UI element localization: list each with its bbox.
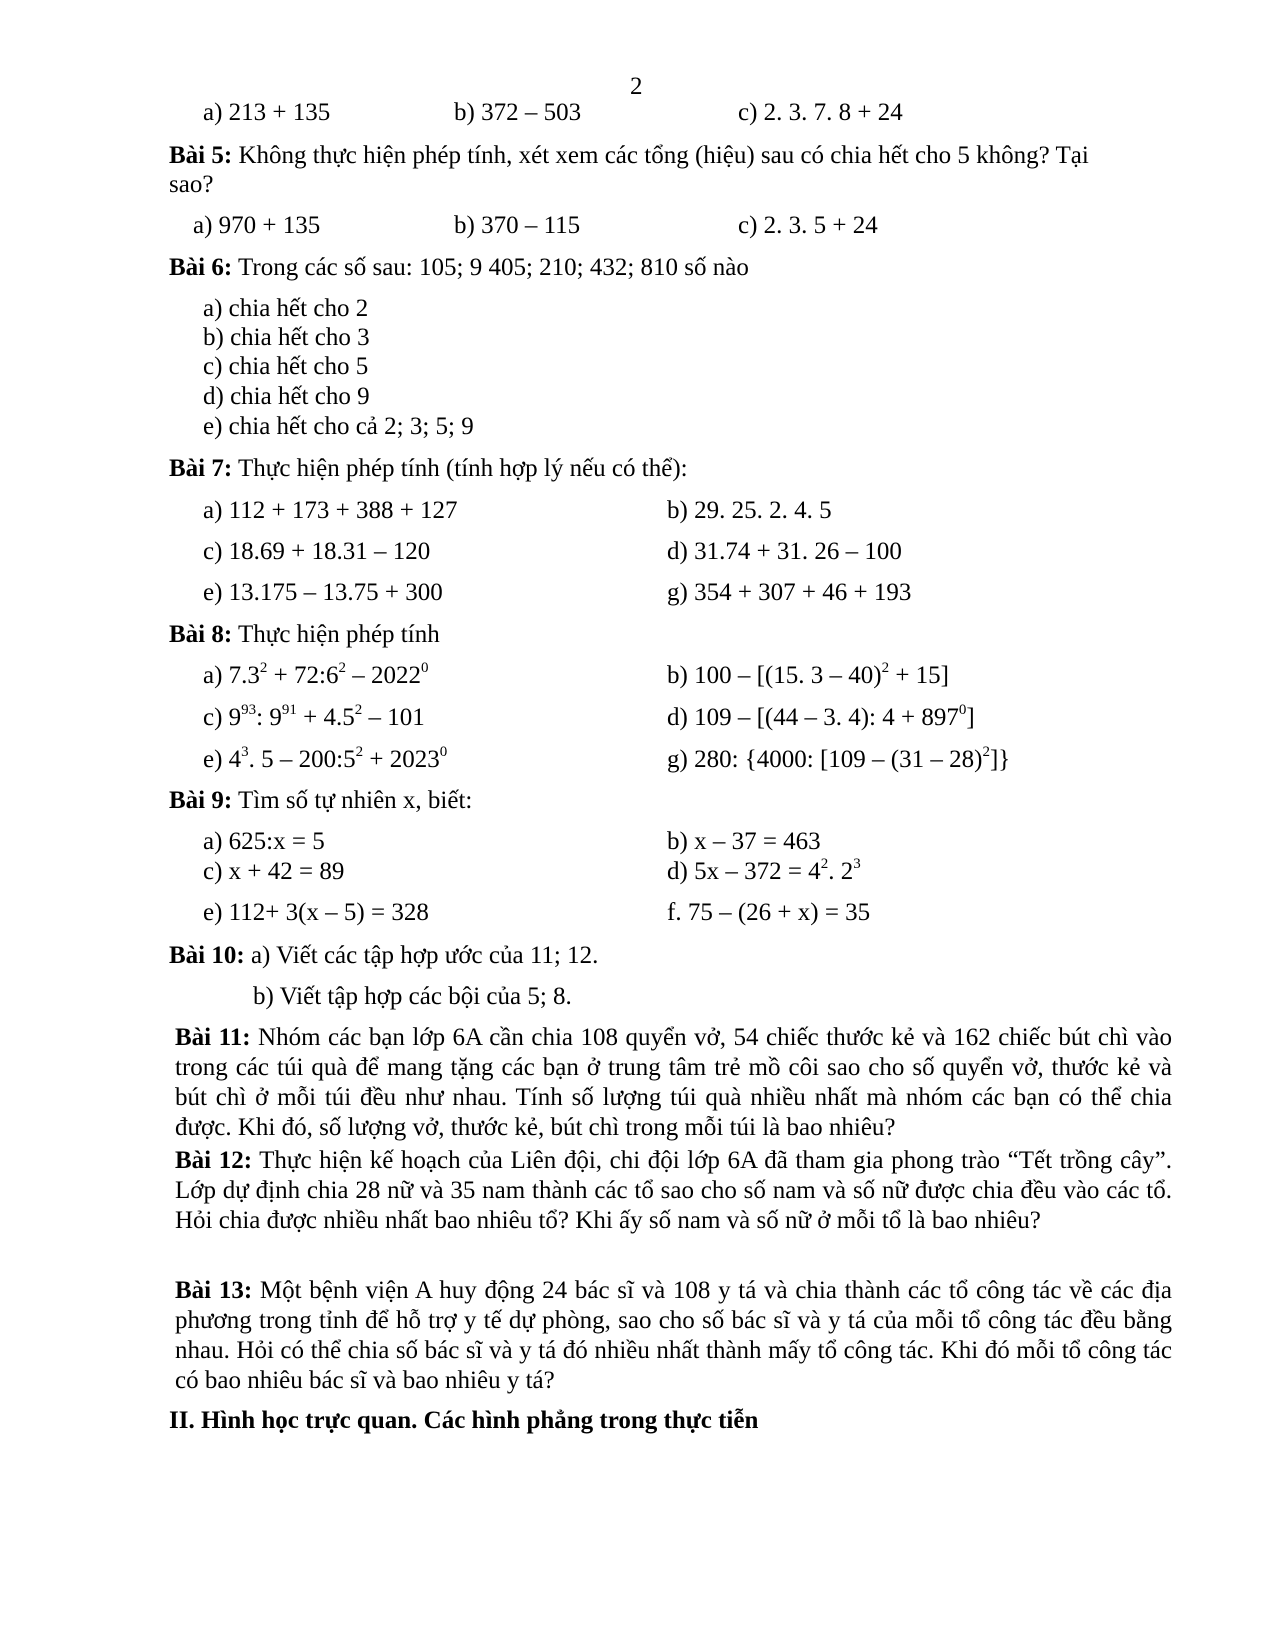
expr-part: ]	[966, 704, 975, 731]
expr-part: – 2022	[345, 662, 421, 689]
expr-part: + 2023	[363, 746, 440, 773]
bai9-text: Tìm số tự nhiên x, biết:	[232, 787, 473, 814]
expr-part: + 15]	[889, 662, 949, 689]
bai6-item-a: a) chia hết cho 2	[203, 295, 369, 322]
exponent: 3	[241, 743, 249, 760]
bai10-text-b: b) Viết tập hợp các bội của 5; 8.	[253, 983, 572, 1010]
bai10-label: Bài 10:	[169, 942, 245, 969]
bai12-text: Thực hiện kế hoạch của Liên đội, chi đội lớp 6A đã tham gia phong trào “Tết trồng cây”. Lớp dự định chia 28 nữ và 35 nam thành các tổ sao cho số nam và số nữ được chia đều vào các tổ. Hỏi chia được nhiều nhất bao nhiêu tổ? Khi ấy số nam và số nữ ở mỗi tổ là bao nhiêu?	[175, 1147, 1172, 1234]
expr-part: d) 5x – 372 = 4	[667, 858, 821, 885]
expr-part: ]}	[989, 746, 1011, 773]
bai8-heading	[169, 620, 440, 650]
expr-part: . 2	[828, 858, 854, 885]
section-title: II. Hình học trực quan. Các hình phẳng trong thực tiễn	[169, 1407, 759, 1434]
exponent: 2	[820, 855, 829, 872]
bai9-heading	[169, 786, 472, 816]
expr-part: b) 100 – [(15. 3 – 40)	[667, 662, 882, 689]
expr-part: : 9	[256, 704, 282, 731]
bai7-item-g: g) 354 + 307 + 46 + 193	[667, 579, 912, 606]
exponent: 93	[241, 701, 257, 718]
expr-part: c) 9	[203, 704, 242, 731]
exponent: 2	[982, 743, 990, 760]
bai7-item-d: d) 31.74 + 31. 26 – 100	[667, 538, 902, 565]
bai11-text: Nhóm các bạn lớp 6A cần chia 108 quyển vở, 54 chiếc thước kẻ và 162 chiếc bút chì vào trong các túi quà để mang tặng các bạn ở trung tâm trẻ mồ côi sao cho số quyển vở, thước kẻ và bút chì ở mỗi túi đều như nhau. Tính số lượng túi quà nhiều nhất mà nhóm các bạn có thể chia được. Khi đó, số lượng vở, thước kẻ, bút chì trong mỗi túi là bao nhiêu?	[175, 1024, 1172, 1141]
bai7-item-a: a) 112 + 173 + 388 + 127	[203, 497, 458, 524]
exponent: 2	[259, 659, 268, 676]
bai5-text-cont: sao?	[169, 171, 214, 198]
bai5-item-c: c) 2. 3. 5 + 24	[738, 212, 878, 239]
exponent: 91	[281, 701, 297, 718]
exponent: 2	[338, 659, 346, 676]
bai5-item-a: a) 970 + 135	[193, 212, 321, 239]
exponent: 2	[355, 743, 364, 760]
bai6-label: Bài 6:	[169, 254, 233, 281]
bai12-label: Bài 12:	[175, 1147, 253, 1174]
bai7-heading	[169, 454, 688, 484]
expr-part: g) 280: {4000: [109 – (31 – 28)	[667, 746, 983, 773]
expr-part: e) 4	[203, 746, 242, 773]
expr-part: – 101	[362, 704, 425, 731]
exponent: 0	[958, 701, 967, 718]
bai8-item-b	[667, 661, 949, 691]
bai8-item-d	[667, 703, 975, 733]
bai8-item-e	[203, 745, 447, 775]
bai9-item-c: c) x + 42 = 89	[203, 858, 345, 885]
bai9-item-a: a) 625:x = 5	[203, 828, 325, 855]
bai4-item-a: a) 213 + 135	[203, 99, 331, 126]
bai11-paragraph	[175, 1023, 1172, 1143]
bai9-item-e: e) 112+ 3(x – 5) = 328	[203, 899, 429, 926]
bai5-label: Bài 5:	[169, 142, 233, 169]
bai6-item-c: c) chia hết cho 5	[203, 353, 369, 380]
bai8-item-g	[667, 745, 1010, 775]
expr-part: + 72:6	[267, 662, 339, 689]
bai13-paragraph	[175, 1276, 1172, 1396]
bai5-item-b: b) 370 – 115	[454, 212, 581, 239]
bai6-item-e: e) chia hết cho cả 2; 3; 5; 9	[203, 413, 474, 440]
bai7-item-e: e) 13.175 – 13.75 + 300	[203, 579, 443, 606]
bai13-text: Một bệnh viện A huy động 24 bác sĩ và 108 y tá và chia thành các tổ công tác về các địa phương trong tỉnh để hỗ trợ y tế dự phòng, sao cho số bác sĩ và y tá của mỗi tổ công tác đều bằng nhau. Hỏi có thể chia số bác sĩ và y tá đó nhiều nhất thành mấy tổ công tác. Khi đó mỗi tổ công tác có bao nhiêu bác sĩ và bao nhiêu y tá?	[175, 1277, 1172, 1394]
bai7-item-c: c) 18.69 + 18.31 – 120	[203, 538, 431, 565]
bai4-item-b: b) 372 – 503	[454, 99, 582, 126]
expr-part: a) 7.3	[203, 662, 260, 689]
exponent: 2	[881, 659, 890, 676]
bai10-text-a: a) Viết các tập hợp ước của 11; 12.	[244, 942, 599, 969]
bai8-label: Bài 8:	[169, 621, 233, 648]
bai11-label: Bài 11:	[175, 1024, 251, 1051]
bai9-item-b: b) x – 37 = 463	[667, 828, 821, 855]
bai4-item-c: c) 2. 3. 7. 8 + 24	[738, 99, 903, 126]
exponent: 0	[420, 659, 429, 676]
bai7-text: Thực hiện phép tính (tính hợp lý nếu có thể):	[232, 455, 688, 482]
bai13-label: Bài 13:	[175, 1277, 253, 1304]
bai5-heading	[169, 141, 1089, 171]
bai5-text: Không thực hiện phép tính, xét xem các tổng (hiệu) sau có chia hết cho 5 không? Tại	[232, 142, 1089, 169]
expr-part: + 4.5	[296, 704, 355, 731]
bai12-paragraph	[175, 1146, 1172, 1236]
exponent: 3	[853, 855, 861, 872]
bai9-item-d	[667, 857, 861, 887]
bai9-item-f: f. 75 – (26 + x) = 35	[667, 899, 871, 926]
bai7-label: Bài 7:	[169, 455, 233, 482]
exponent: 2	[354, 701, 363, 718]
bai6-heading	[169, 253, 749, 283]
page-number: 2	[630, 73, 643, 100]
bai8-item-a	[203, 661, 428, 691]
bai6-text: Trong các số sau: 105; 9 405; 210; 432; 810 số nào	[232, 254, 749, 281]
bai7-item-b: b) 29. 25. 2. 4. 5	[667, 497, 832, 524]
bai8-text: Thực hiện phép tính	[232, 621, 440, 648]
expr-part: . 5 – 200:5	[248, 746, 356, 773]
exponent: 0	[439, 743, 448, 760]
bai6-item-b: b) chia hết cho 3	[203, 324, 370, 351]
bai10-heading	[169, 941, 598, 971]
bai6-item-d: d) chia hết cho 9	[203, 383, 370, 410]
bai8-item-c	[203, 703, 425, 733]
bai9-label: Bài 9:	[169, 787, 233, 814]
expr-part: d) 109 – [(44 – 3. 4): 4 + 897	[667, 704, 959, 731]
